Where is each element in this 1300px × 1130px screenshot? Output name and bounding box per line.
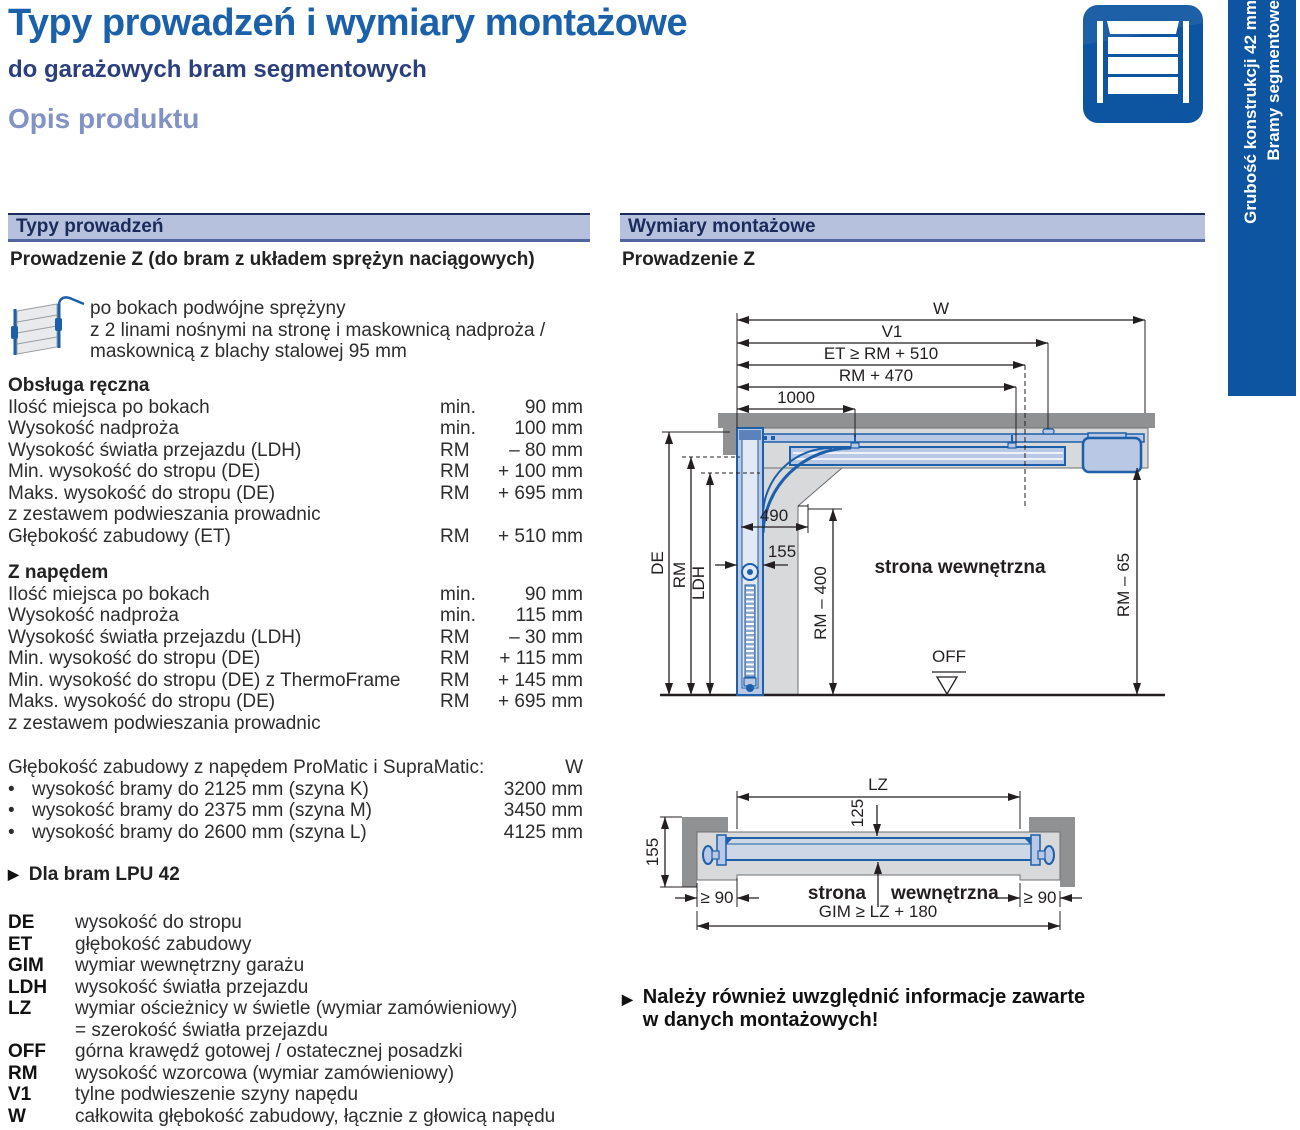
z-track-section-diagram	[620, 285, 1180, 710]
dim-gim: GIM ≥ LZ + 180	[818, 902, 938, 921]
table-row: Ilość miejsca po bokach min. 90 mm	[8, 583, 583, 605]
lpu42-note: ▶ Dla bram LPU 42	[8, 864, 180, 885]
table-row: Wysokość światła przejazdu (LDH) RM – 30 mm	[8, 626, 583, 648]
install-depth-block	[8, 757, 583, 843]
page-title: Typy prowadzeń i wymiary montażowe	[8, 2, 688, 44]
table-row: Wysokość światła przejazdu (LDH) RM – 80 mm	[8, 439, 583, 461]
bullet-icon: •	[8, 821, 15, 843]
dim-et: ET ≥ RM + 510	[823, 344, 939, 363]
dim-de: DE	[648, 551, 667, 575]
dim-ge90-left: ≥ 90	[700, 888, 734, 907]
sectional-door-icon	[1083, 5, 1203, 123]
table-row: Maks. wysokość do stropu (DE) RM + 695 mm	[8, 482, 583, 504]
section-bar-track-types: Typy prowadzeń	[8, 213, 590, 242]
mounting-data-note	[622, 986, 1085, 1032]
bullet-icon: •	[8, 778, 15, 800]
section-bar-mounting-dims: Wymiary montażowe	[620, 213, 1205, 242]
depth-item: • wysokość bramy do 2375 mm (szyna M) 3450 mm	[8, 800, 583, 821]
legend	[8, 912, 583, 1127]
table-row: Wysokość nadproża min. 115 mm	[8, 605, 583, 626]
track-z-description	[90, 298, 545, 363]
dim-v1: V1	[881, 322, 903, 341]
dim-1000: 1000	[777, 388, 815, 407]
door-panel-plan	[703, 835, 1054, 865]
powered-title: Z napędem	[8, 562, 109, 583]
dim-490: 490	[759, 506, 789, 525]
legend-row: W całkowita głębokość zabudowy, łącznie z głowicą napędu	[8, 1105, 556, 1127]
note-line1: Należy również uwzględnić informacje zawarte	[642, 986, 1086, 1008]
legend-row: OFF górna krawędź gotowej / ostatecznej posadzki	[8, 1041, 463, 1062]
door-leaf	[737, 428, 763, 695]
dim-rm400: RM – 400	[811, 566, 830, 640]
intro-line2: z 2 linami nośnymi na stronę i maskownicą nadproża /	[90, 319, 546, 341]
dim-155-plan: 155	[643, 837, 662, 867]
depth-header-row: Głębokość zabudowy z napędem ProMatic i SupraMatic: W	[8, 757, 583, 778]
legend-row: LZ wymiar ościeżnicy w świetle (wymiar zamówieniowy) = szerokość światła przejazdu	[8, 998, 518, 1041]
legend-row: ET głębokość zabudowy	[8, 933, 252, 955]
legend-row: DE wysokość do stropu	[8, 912, 242, 933]
floor-level-marker	[932, 647, 966, 694]
edge-tab	[1228, 0, 1296, 396]
dim-ge90-right: ≥ 90	[1023, 888, 1057, 907]
inner-side-label-a: strona	[807, 883, 866, 904]
intro-line3: maskownicą z blachy stalowej 95 mm	[90, 341, 407, 362]
powered-operation-table	[8, 562, 583, 734]
track-z-heading: Prowadzenie Z (do bram z układem sprężyn naciągowych)	[10, 249, 535, 270]
dim-125: 125	[848, 798, 867, 828]
intro-line1: po bokach podwójne sprężyny	[90, 298, 346, 319]
table-row: Min. wysokość do stropu (DE) RM + 100 mm	[8, 461, 583, 482]
edge-tab-line1: Bramy segmentowe	[1264, 0, 1283, 161]
depth-item: • wysokość bramy do 2125 mm (szyna K) 3200 mm	[8, 778, 583, 800]
section-title: Opis produktu	[8, 103, 200, 134]
inner-side-label: strona wewnętrzna	[874, 557, 1046, 578]
bullet-icon: •	[8, 800, 15, 821]
table-row: Maks. wysokość do stropu (DE) RM + 695 mm	[8, 691, 583, 712]
table-row: z zestawem podwieszania prowadnic	[8, 504, 321, 525]
triangle-right-icon: ▶	[8, 865, 19, 882]
legend-row: LDH wysokość światła przejazdu	[8, 976, 309, 998]
table-row: Ilość miejsca po bokach min. 90 mm	[8, 396, 583, 418]
inner-side-label-b: wewnętrzna	[891, 883, 999, 904]
z-track-icon	[4, 295, 86, 365]
legend-row: RM wysokość wzorcowa (wymiar zamówieniowy)	[8, 1062, 455, 1084]
diagram-heading: Prowadzenie Z	[622, 249, 756, 270]
manual-title: Obsługa ręczna	[8, 375, 150, 396]
off-label: OFF	[932, 647, 966, 666]
manual-operation-table	[8, 375, 583, 547]
note-line2: w danych montażowych!	[642, 1009, 879, 1031]
page-subtitle: do garażowych bram segmentowych	[8, 56, 427, 83]
dim-w: W	[932, 299, 950, 318]
table-row: Głębokość zabudowy (ET) RM + 510 mm	[8, 525, 583, 547]
dim-155: 155	[767, 542, 797, 561]
legend-row: V1 tylne podwieszenie szyny napędu	[8, 1084, 359, 1105]
dim-ldh: LDH	[689, 565, 708, 601]
table-row: Min. wysokość do stropu (DE) z ThermoFrame RM + 145 mm	[8, 669, 583, 691]
table-row: Min. wysokość do stropu (DE) RM + 115 mm	[8, 648, 583, 669]
table-row: z zestawem podwieszania prowadnic	[8, 712, 321, 734]
dim-lz: LZ	[868, 775, 888, 794]
table-row: Wysokość nadproża min. 100 mm	[8, 418, 583, 439]
triangle-right-icon: ▶	[622, 991, 633, 1007]
depth-item: • wysokość bramy do 2600 mm (szyna L) 4125 mm	[8, 821, 583, 843]
dim-rm470: RM + 470	[838, 366, 914, 385]
z-track-plan-diagram	[620, 765, 1180, 940]
dim-rm65: RM – 65	[1114, 552, 1133, 618]
legend-row: GIM wymiar wewnętrzny garażu	[8, 955, 305, 976]
dim-rm: RM	[670, 561, 689, 589]
edge-tab-line2: Grubość konstrukcji 42 mm	[1241, 0, 1260, 224]
